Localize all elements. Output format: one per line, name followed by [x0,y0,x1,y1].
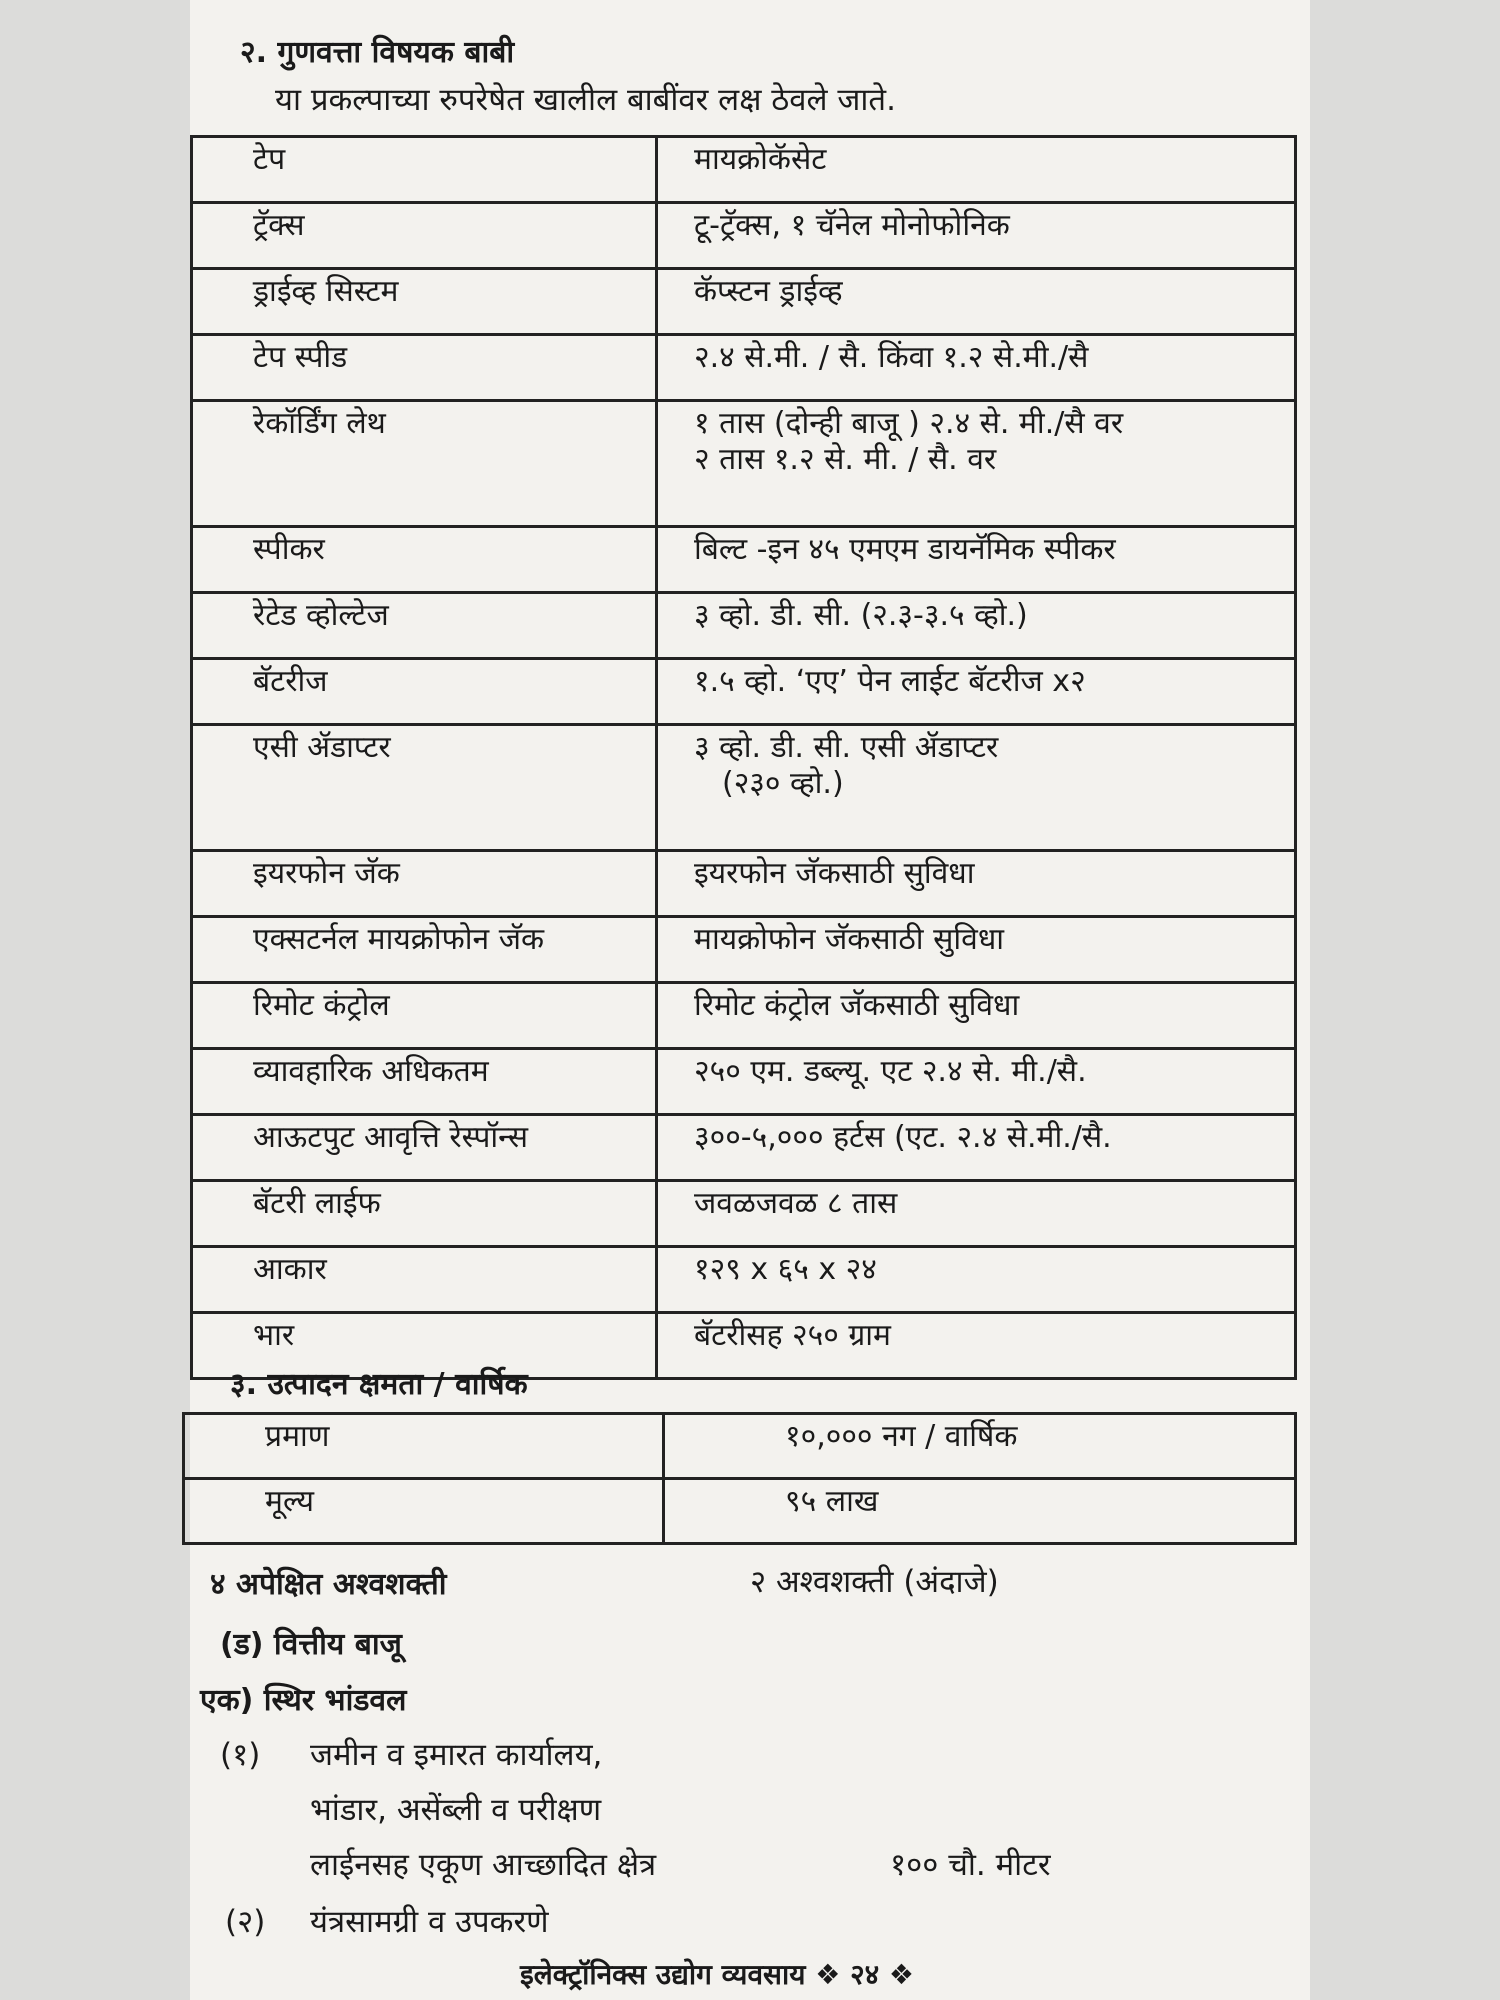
row-value [657,269,1296,335]
row-label: प्रमाण [184,1414,664,1479]
row-value [657,725,1296,851]
row-value [657,1181,1296,1247]
row-label: रिमोट कंट्रोल [192,983,657,1049]
row-label: रेकॉर्डिंग लेथ [192,401,657,527]
row-value [657,137,1296,203]
row-value-line-2: (२३० व्हो.) [722,766,844,801]
page-footer: इलेक्ट्रॉनिक्स उद्योग व्यवसाय ❖ २४ ❖ [520,1958,915,1991]
fixed-capital-heading: एक) स्थिर भांडवल [200,1683,407,1718]
spec-row [192,1115,1296,1181]
spec-row [192,137,1296,203]
section-4-value: २ अश्वशक्ती (अंदाजे) [750,1564,999,1600]
section-2-heading: २. गुणवत्ता विषयक बाबी [240,35,515,70]
capacity-row [184,1479,1296,1544]
row-value-line: कॅप्स्टन ड्राईव्ह [694,274,843,309]
row-value [657,527,1296,593]
row-value [657,1115,1296,1181]
financial-heading: (ड) वित्तीय बाजू [220,1627,402,1662]
row-label: एसी ॲडाप्टर [192,725,657,851]
row-value [664,1479,1296,1544]
row-label: भार [192,1313,657,1379]
row-value-line: इयरफोन जॅकसाठी सुविधा [694,856,975,891]
section-2-intro: या प्रकल्पाच्या रुपरेषेत खालील बाबींवर लक्ष ठेवले जाते. [275,82,896,118]
spec-row [192,527,1296,593]
row-value [657,401,1296,527]
row-value-line: ९५ लाख [785,1484,879,1519]
spec-row [192,917,1296,983]
row-label: टेप स्पीड [192,335,657,401]
spec-row [192,335,1296,401]
row-value [657,851,1296,917]
row-label: बॅटरी लाईफ [192,1181,657,1247]
row-value [657,1049,1296,1115]
row-value-line: १०,००० नग / वार्षिक [785,1419,1018,1454]
row-label: इयरफोन जॅक [192,851,657,917]
row-label: टेप [192,137,657,203]
row-value [657,593,1296,659]
row-value-line: ३ व्हो. डी. सी. एसी ॲडाप्टर [694,730,999,765]
row-value-line: बॅटरीसह २५० ग्राम [694,1318,892,1353]
item-1-number: (१) [220,1737,261,1773]
row-value [657,659,1296,725]
row-value-line: ३ व्हो. डी. सी. (२.३-३.५ व्हो.) [694,598,1028,633]
spec-row [192,1181,1296,1247]
item-1-line-1: जमीन व इमारत कार्यालय, [310,1737,603,1773]
row-label: मूल्य [184,1479,664,1544]
row-value-line: रिमोट कंट्रोल जॅकसाठी सुविधा [694,988,1020,1023]
row-label: ड्राईव्ह सिस्टम [192,269,657,335]
spec-row [192,1049,1296,1115]
row-label: स्पीकर [192,527,657,593]
item-2-label: यंत्रसामग्री व उपकरणे [310,1904,549,1940]
row-value-line-2: २ तास १.२ से. मी. / सै. वर [694,442,997,477]
row-value [657,1313,1296,1379]
row-value-line: टू-ट्रॅक्स, १ चॅनेल मोनोफोनिक [694,208,1010,243]
row-value [657,203,1296,269]
row-value-line: बिल्ट -इन ४५ एमएम डायनॅमिक स्पीकर [694,532,1116,567]
spec-row [192,851,1296,917]
row-value [657,983,1296,1049]
capacity-row [184,1414,1296,1479]
row-value [657,335,1296,401]
spec-row [192,401,1296,527]
spec-row [192,593,1296,659]
row-value-line: मायक्रोफोन जॅकसाठी सुविधा [694,922,1005,957]
row-value-line: १.५ व्हो. ‘एए’ पेन लाईट बॅटरीज x२ [694,664,1086,699]
item-1-line-2: भांडार, असेंब्ली व परीक्षण [310,1792,602,1828]
spec-table [190,135,1297,1380]
row-value-line: मायक्रोकॅसेट [694,142,827,177]
row-value-line: २५० एम. डब्ल्यू. एट २.४ से. मी./सै. [694,1054,1087,1089]
row-label: व्यावहारिक अधिकतम [192,1049,657,1115]
spec-row [192,659,1296,725]
row-value-line: १२९ x ६५ x २४ [694,1252,877,1287]
row-label: एक्सटर्नल मायक्रोफोन जॅक [192,917,657,983]
row-value-line: १ तास (दोन्ही बाजू ) २.४ से. मी./सै वर [694,406,1124,441]
row-value [657,917,1296,983]
spec-row [192,269,1296,335]
row-label: बॅटरीज [192,659,657,725]
spec-row [192,203,1296,269]
row-label: रेटेड व्होल्टेज [192,593,657,659]
capacity-table [182,1412,1297,1545]
page [190,0,1310,2000]
spec-row [192,725,1296,851]
section-4-label: ४ अपेक्षित अश्वशक्ती [210,1567,447,1602]
item-1-value: १०० चौ. मीटर [890,1847,1051,1883]
row-label: आकार [192,1247,657,1313]
item-2-number: (२) [225,1904,266,1940]
row-label: ट्रॅक्स [192,203,657,269]
spec-row [192,983,1296,1049]
spec-row [192,1247,1296,1313]
row-label: आऊटपुट आवृत्ति रेस्पॉन्स [192,1115,657,1181]
row-value [657,1247,1296,1313]
section-3-heading: ३. उत्पादन क्षमता / वार्षिक [230,1367,528,1402]
item-1-line-3: लाईनसह एकूण आच्छादित क्षेत्र [310,1847,657,1883]
row-value-line: जवळजवळ ८ तास [694,1186,898,1221]
row-value [664,1414,1296,1479]
row-value-line: ३००-५,००० हर्टस (एट. २.४ से.मी./सै. [694,1120,1112,1155]
row-value-line: २.४ से.मी. / सै. किंवा १.२ से.मी./सै [694,340,1089,375]
